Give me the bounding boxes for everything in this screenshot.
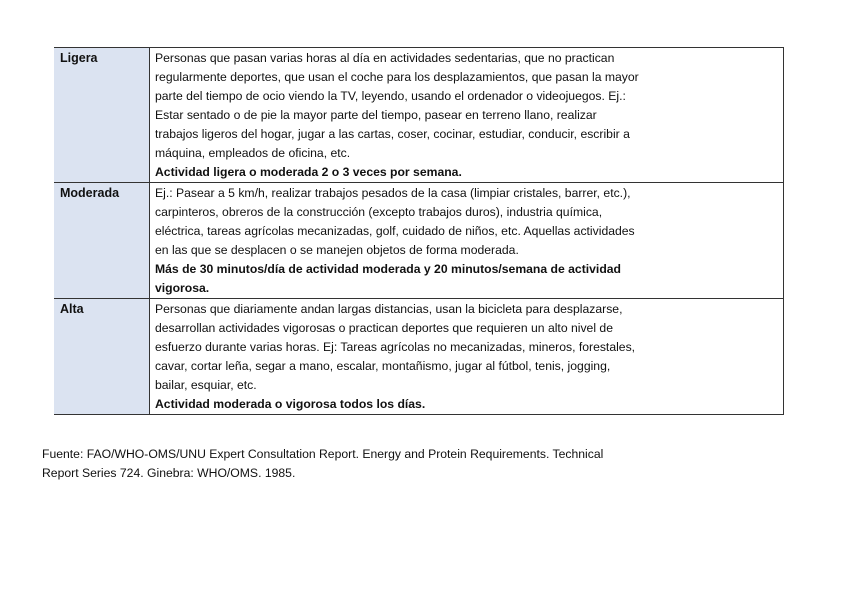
source-footnote [42,445,792,483]
row-description [150,48,784,182]
row-label: Ligera [54,48,150,182]
footnote-line: Report Series 724. Ginebra: WHO/OMS. 1985. [42,466,296,480]
frequency-line: vigorosa. [155,281,210,295]
row-description [150,299,784,414]
description-line: esfuerzo durante varias horas. Ej: Tareas agrícolas no mecanizadas, mineros, forestales, [155,340,636,354]
activity-table [54,47,784,415]
description-line: en las que se desplacen o se manejen objetos de forma moderada. [155,243,519,257]
description-line: carpinteros, obreros de la construcción (excepto trabajos duros), industria química, [155,205,603,219]
description-line: máquina, empleados de oficina, etc. [155,146,351,160]
row-label: Moderada [54,183,150,298]
description-line: cavar, cortar leña, segar a mano, escalar, montañismo, jugar al fútbol, tenis, jogging, [155,359,611,373]
table-row-alta [54,298,784,414]
description-line: Ej.: Pasear a 5 km/h, realizar trabajos pesados de la casa (limpiar cristales, barrer, etc.), [155,186,631,200]
row-label: Alta [54,299,150,414]
description-line: eléctrica, tareas agrícolas mecanizadas, golf, cuidado de niños, etc. Aquellas actividades [155,224,635,238]
frequency-line: Actividad moderada o vigorosa todos los días. [155,397,426,411]
description-line: Personas que diariamente andan largas distancias, usan la bicicleta para desplazarse, [155,302,623,316]
description-line: desarrollan actividades vigorosas o practican deportes que requieren un alto nivel de [155,321,613,335]
footnote-line: Fuente: FAO/WHO-OMS/UNU Expert Consultation Report. Energy and Protein Requirements. Technical [42,447,604,461]
table-row-moderada [54,182,784,298]
frequency-line: Más de 30 minutos/día de actividad moderada y 20 minutos/semana de actividad [155,262,621,276]
description-line: trabajos ligeros del hogar, jugar a las cartas, coser, cocinar, estudiar, conducir, escribir a [155,127,630,141]
description-line: Personas que pasan varias horas al día en actividades sedentarias, que no practican [155,51,615,65]
row-description [150,183,784,298]
description-line: bailar, esquiar, etc. [155,378,257,392]
table-row-ligera [54,48,784,182]
frequency-line: Actividad ligera o moderada 2 o 3 veces por semana. [155,165,462,179]
description-line: Estar sentado o de pie la mayor parte del tiempo, pasear en terreno llano, realizar [155,108,597,122]
description-line: regularmente deportes, que usan el coche para los desplazamientos, que pasan la mayor [155,70,639,84]
description-line: parte del tiempo de ocio viendo la TV, leyendo, usando el ordenador o videojuegos. Ej.: [155,89,626,103]
